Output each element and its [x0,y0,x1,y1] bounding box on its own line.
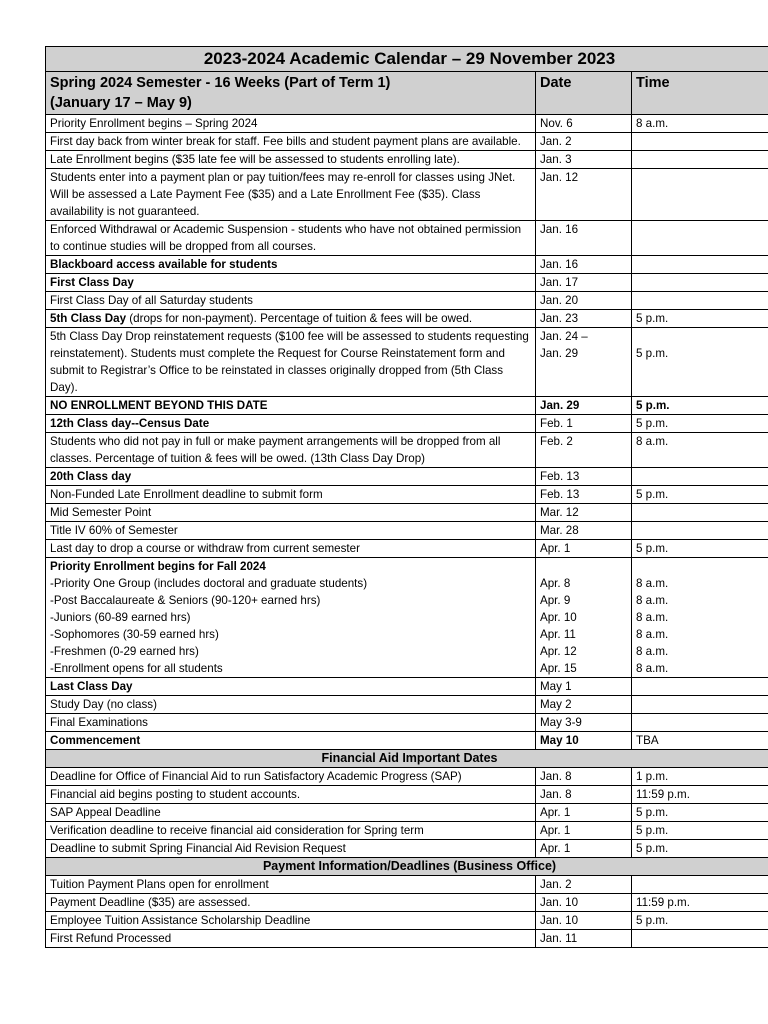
event-cell: Final Examinations [46,714,536,732]
date-cell: Jan. 10 [536,912,632,930]
date-cell: Jan. 10 [536,894,632,912]
time-cell: 5 p.m. [632,486,768,504]
date-cell: Apr. 8 Apr. 9 Apr. 10 Apr. 11 Apr. 12 Apr. 15 [536,558,632,678]
date-cell: Jan. 24 – Jan. 29 [536,328,632,397]
time-cell [632,696,768,714]
event-cell [46,558,536,678]
time-cell: TBA [632,732,768,750]
calendar-row [46,786,768,804]
date-cell: Feb. 2 [536,433,632,468]
event-cell: Employee Tuition Assistance Scholarship Deadline [46,912,536,930]
event-cell: Students who did not pay in full or make payment arrangements will be dropped from all classes. Percentage of tuition & fees will be owed. (13th Class Day Drop) [46,433,536,468]
event-cell: First Refund Processed [46,930,536,948]
time-cell: 11:59 p.m. [632,786,768,804]
payment-heading-row [46,858,768,876]
calendar-row [46,804,768,822]
time-cell: 5 p.m. [632,804,768,822]
date-cell: Jan. 2 [536,133,632,151]
calendar-row [46,912,768,930]
financial-aid-heading: Financial Aid Important Dates [46,750,768,768]
payment-heading: Payment Information/Deadlines (Business Office) [46,858,768,876]
date-cell: Jan. 8 [536,768,632,786]
date-cell: May 2 [536,696,632,714]
calendar-title: 2023-2024 Academic Calendar – 29 November 2023 [46,47,768,72]
event-cell: Non-Funded Late Enrollment deadline to submit form [46,486,536,504]
time-cell [632,714,768,732]
calendar-row [46,169,768,221]
date-cell: Feb. 13 [536,468,632,486]
event-cell: Late Enrollment begins ($35 late fee will be assessed to students enrolling late). [46,151,536,169]
event-cell: 20th Class day [46,468,536,486]
date-column-header: Date [536,72,632,115]
time-cell [632,678,768,696]
date-cell: Jan. 2 [536,876,632,894]
calendar-row [46,274,768,292]
calendar-row [46,397,768,415]
event-cell: Financial aid begins posting to student accounts. [46,786,536,804]
date-cell: Nov. 6 [536,115,632,133]
calendar-row [46,328,768,397]
academic-calendar-table [45,46,768,948]
time-cell [632,292,768,310]
date-cell: Jan. 29 [536,397,632,415]
financial-aid-heading-row [46,750,768,768]
time-cell: 5 p.m. [632,822,768,840]
event-cell: SAP Appeal Deadline [46,804,536,822]
date-cell: Mar. 12 [536,504,632,522]
event-cell: Last Class Day [46,678,536,696]
calendar-row [46,415,768,433]
time-cell: 8 a.m. [632,433,768,468]
event-cell: Priority Enrollment begins – Spring 2024 [46,115,536,133]
date-cell: Jan. 23 [536,310,632,328]
event-cell: Mid Semester Point [46,504,536,522]
time-cell: 5 p.m. [632,328,768,397]
event-cell: Payment Deadline ($35) are assessed. [46,894,536,912]
date-cell: Jan. 12 [536,169,632,221]
calendar-row [46,558,768,678]
time-column-header: Time [632,72,768,115]
time-cell: 5 p.m. [632,397,768,415]
calendar-row [46,468,768,486]
time-cell [632,504,768,522]
calendar-row [46,696,768,714]
calendar-row [46,310,768,328]
time-cell [632,876,768,894]
event-cell: Verification deadline to receive financial aid consideration for Spring term [46,822,536,840]
calendar-row [46,930,768,948]
time-cell [632,930,768,948]
time-cell [632,169,768,221]
time-cell: 1 p.m. [632,768,768,786]
calendar-row [46,540,768,558]
time-cell: 8 a.m. [632,115,768,133]
time-cell [632,522,768,540]
time-cell [632,151,768,169]
event-cell: Enforced Withdrawal or Academic Suspension - students who have not obtained permission to continue studies will be dropped from all courses. [46,221,536,256]
event-sub-list: -Priority One Group (includes doctoral and graduate students) -Post Baccalaureate & Seniors (90-120+ earned hrs) -Juniors (60-89 earned hrs) -Sophomores (30-59 earned hrs) -Freshmen (0-29 earned hrs) -Enrollment opens for all students [50,577,368,675]
event-cell: Deadline for Office of Financial Aid to run Satisfactory Academic Progress (SAP) [46,768,536,786]
date-cell: Apr. 1 [536,540,632,558]
semester-header [46,72,536,115]
date-cell: May 10 [536,732,632,750]
calendar-row [46,151,768,169]
date-cell: Apr. 1 [536,840,632,858]
calendar-row [46,221,768,256]
calendar-row [46,115,768,133]
calendar-row [46,678,768,696]
event-cell: First Class Day [46,274,536,292]
event-cell: NO ENROLLMENT BEYOND THIS DATE [46,397,536,415]
event-cell: Students enter into a payment plan or pay tuition/fees may re-enroll for classes using JNet. Will be assessed a Late Payment Fee ($35) and a Late Enrollment Fee ($35). Class availability is not guaranteed. [46,169,536,221]
time-cell [632,256,768,274]
date-cell: Mar. 28 [536,522,632,540]
event-cell: 12th Class day--Census Date [46,415,536,433]
calendar-row [46,433,768,468]
event-bold-text: Priority Enrollment begins for Fall 2024 [50,560,266,573]
time-cell [632,133,768,151]
date-cell: Jan. 3 [536,151,632,169]
calendar-row [46,894,768,912]
semester-range: (January 17 – May 9) [50,95,192,111]
calendar-row [46,133,768,151]
event-cell: First Class Day of all Saturday students [46,292,536,310]
column-header-row [46,72,768,115]
event-cell: 5th Class Day Drop reinstatement requests ($100 fee will be assessed to students requesting reinstatement). Students must complete the Request for Course Reinstatement form and submit to Registrar’s Office to be reinstated in classes originally dropped from (5th Class Day). [46,328,536,397]
event-cell: Blackboard access available for students [46,256,536,274]
time-cell: 8 a.m. 8 a.m. 8 a.m. 8 a.m. 8 a.m. 8 a.m. [632,558,768,678]
calendar-row [46,504,768,522]
event-cell: Study Day (no class) [46,696,536,714]
event-cell: Tuition Payment Plans open for enrollment [46,876,536,894]
date-cell: Apr. 1 [536,804,632,822]
time-cell [632,221,768,256]
time-cell [632,468,768,486]
time-cell: 5 p.m. [632,310,768,328]
time-cell: 5 p.m. [632,912,768,930]
time-cell [632,274,768,292]
date-cell: Jan. 8 [536,786,632,804]
event-cell [46,310,536,328]
calendar-title-row [46,47,768,72]
date-cell: May 3-9 [536,714,632,732]
date-cell: Feb. 1 [536,415,632,433]
event-cell: Deadline to submit Spring Financial Aid Revision Request [46,840,536,858]
calendar-row [46,768,768,786]
calendar-row [46,292,768,310]
date-cell: Feb. 13 [536,486,632,504]
event-cell: First day back from winter break for staff. Fee bills and student payment plans are available. [46,133,536,151]
calendar-row [46,840,768,858]
time-cell: 5 p.m. [632,540,768,558]
date-cell: May 1 [536,678,632,696]
calendar-row [46,732,768,750]
date-cell: Jan. 16 [536,256,632,274]
calendar-row [46,486,768,504]
date-cell: Jan. 16 [536,221,632,256]
calendar-row [46,256,768,274]
date-cell: Jan. 17 [536,274,632,292]
calendar-row [46,714,768,732]
event-cell: Last day to drop a course or withdraw from current semester [46,540,536,558]
event-cell: Commencement [46,732,536,750]
time-cell: 5 p.m. [632,415,768,433]
date-cell: Jan. 11 [536,930,632,948]
time-cell: 11:59 p.m. [632,894,768,912]
calendar-row [46,822,768,840]
calendar-row [46,522,768,540]
calendar-row [46,876,768,894]
event-bold-text: 5th Class Day [50,312,127,325]
semester-title: Spring 2024 Semester - 16 Weeks (Part of Term 1) [50,75,391,91]
date-cell: Jan. 20 [536,292,632,310]
time-cell: 5 p.m. [632,840,768,858]
date-cell: Apr. 1 [536,822,632,840]
event-cell: Title IV 60% of Semester [46,522,536,540]
event-rest-text: (drops for non-payment). Percentage of tuition & fees will be owed. [126,312,473,325]
